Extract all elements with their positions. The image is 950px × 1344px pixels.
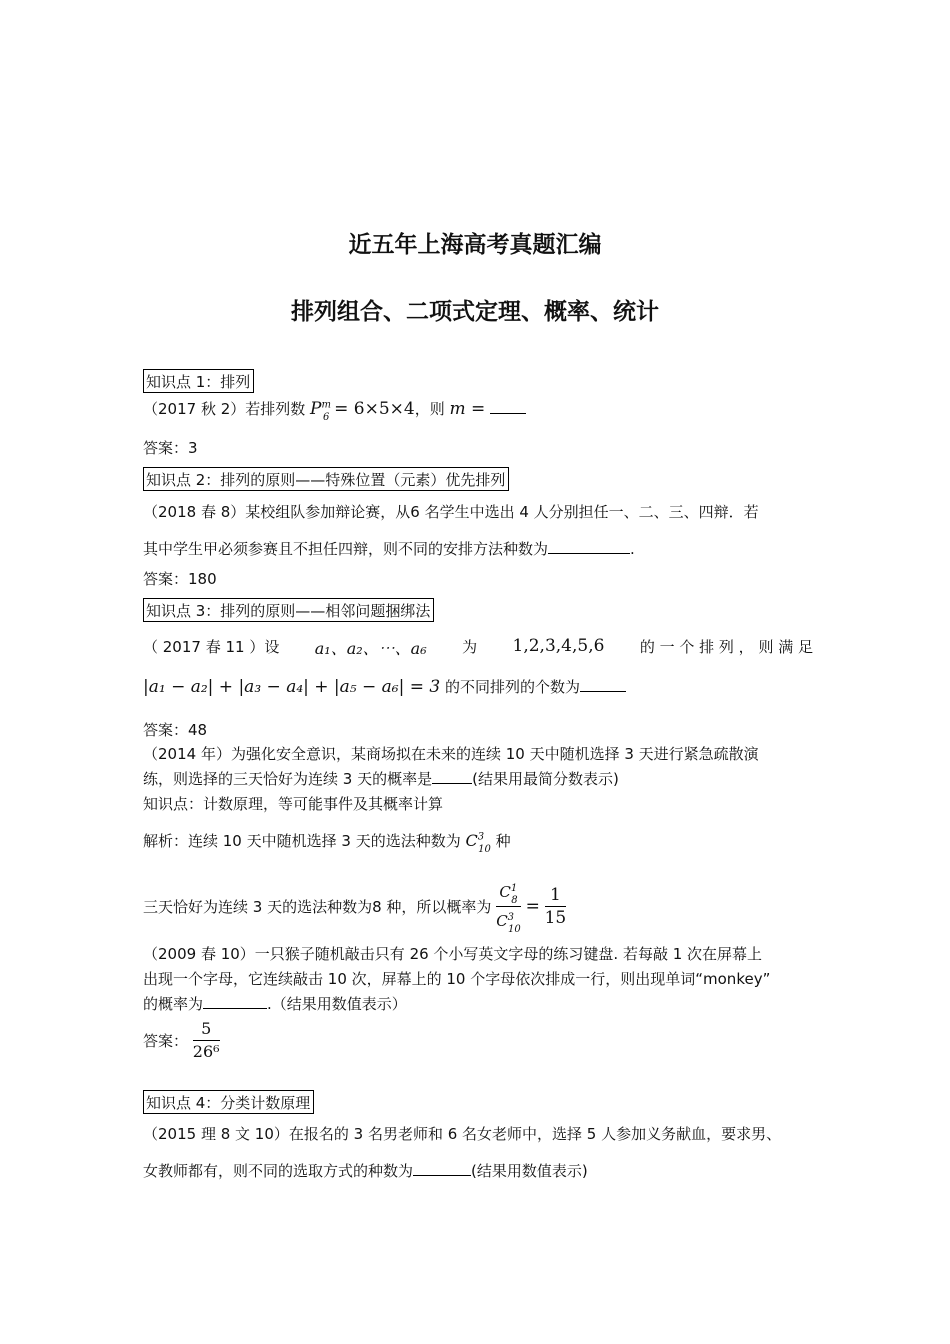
question-text-mid: ，则 xyxy=(414,400,445,418)
question-end: (结果用最简分数表示) xyxy=(472,770,619,788)
solution-line1 xyxy=(143,830,511,855)
question-text: （2017 秋 2）若排列数 xyxy=(143,400,306,418)
question-2017-spring-11-line1 xyxy=(143,636,813,659)
question-end: (结果用数值表示) xyxy=(471,1162,588,1180)
solution-line2 xyxy=(143,878,566,935)
answer-kp2: 答案：180 xyxy=(143,570,217,588)
question-2018-spring-8-line2 xyxy=(143,538,635,559)
question-2014-line2 xyxy=(143,768,619,789)
probability-result-fraction xyxy=(545,884,567,929)
question-text: 练，则选择的三天恰好为连续 3 天的概率是 xyxy=(143,770,433,788)
knowledge-point-3-label: 知识点 3：排列的原则——相邻问题捆绑法 xyxy=(143,598,434,622)
question-text: （ 2017 春 11 ）设 xyxy=(143,638,280,656)
answer-kp3: 答案：48 xyxy=(143,721,208,739)
question-text: 的概率为 xyxy=(143,995,204,1013)
answer-blank xyxy=(413,1161,471,1176)
knowledge-point-2-label: 知识点 2：排列的原则——特殊位置（元素）优先排列 xyxy=(143,467,509,491)
question-2014-line1: （2014 年）为强化安全意识，某商场拟在未来的连续 10 天中随机选择 3 天进行紧急疏散演 xyxy=(143,745,759,763)
knowledge-point-1-label: 知识点 1：排列 xyxy=(143,369,254,393)
question-2009-line3 xyxy=(143,993,407,1014)
sequence-expression: a₁、a₂、⋯、a₆ xyxy=(314,639,427,658)
question-2015-line2 xyxy=(143,1160,588,1181)
fraction-denominator: 26⁶ xyxy=(192,1042,220,1061)
question-2017-spring-11-line2 xyxy=(143,676,626,697)
answer-blank xyxy=(432,769,472,784)
knowledge-point-4-label: 知识点 4：分类计数原理 xyxy=(143,1090,314,1114)
knowledge-point-2014: 知识点：计数原理，等可能事件及其概率计算 xyxy=(143,795,444,813)
answer-fraction xyxy=(193,1018,220,1063)
page-subtitle: 排列组合、二项式定理、概率、统计 xyxy=(291,299,659,325)
equals-sign: = xyxy=(525,896,540,917)
question-2017-autumn-2 xyxy=(143,398,526,423)
fraction-numerator: 1 xyxy=(545,884,567,907)
question-2015-line1: （2015 理 8 文 10）在报名的 3 名男老师和 6 名女老师中，选择 5 人参加义务献血，要求男、 xyxy=(143,1125,782,1143)
permutation-equation: = 6×5×4 xyxy=(334,399,415,419)
answer-2009 xyxy=(143,1018,220,1063)
answer-blank xyxy=(203,994,267,1009)
question-variable: m = xyxy=(449,399,486,419)
question-text-wei: 为 xyxy=(462,638,478,656)
answer-blank xyxy=(490,399,526,414)
permutation-symbol: $P^m_6$ xyxy=(310,399,331,423)
answer-label: 答案： xyxy=(143,1032,189,1050)
fraction-denominator: 15 xyxy=(544,908,567,928)
question-text: 其中学生甲必须参赛且不担任四辩，则不同的安排方法种数为 xyxy=(143,540,549,558)
question-text-suffix: 的 一 个 排 列 ， 则 满 足 xyxy=(639,638,813,656)
number-set: 1,2,3,4,5,6 xyxy=(512,636,605,656)
page-title: 近五年上海高考真题汇编 xyxy=(348,232,602,258)
solution-text-end: 种 xyxy=(495,832,511,850)
question-2009-line2: 出现一个字母，它连续敲击 10 次，屏幕上的 10 个字母依次排成一行，则出现单词“monkey” xyxy=(143,970,771,988)
absolute-value-equation: |a₁ − a₂| + |a₃ − a₄| + |a₅ − a₆| = 3 xyxy=(143,677,441,697)
solution-text: 三天恰好为连续 3 天的选法种数为8 种，所以概率为 xyxy=(143,898,492,916)
question-2018-spring-8-line1: （2018 春 8）某校组队参加辩论赛，从6 名学生中选出 4 人分别担任一、二、三、四辩．若 xyxy=(143,503,759,521)
combination-symbol: $C^3_{10}$ xyxy=(465,831,491,855)
question-text: 女教师都有，则不同的选取方式的种数为 xyxy=(143,1162,414,1180)
fraction-numerator: 5 xyxy=(193,1018,220,1041)
question-text: 的不同排列的个数为 xyxy=(444,678,580,696)
answer-blank xyxy=(548,539,630,554)
question-end: . xyxy=(630,540,635,558)
solution-text: 解析：连续 10 天中随机选择 3 天的选法种数为 xyxy=(143,832,461,850)
probability-combination-fraction: $\frac{C^1_8}{C^3_{10}}$ xyxy=(496,878,521,935)
question-2009-line1: （2009 春 10）一只猴子随机敲击只有 26 个小写英文字母的练习键盘. 若每敲 1 次在屏幕上 xyxy=(143,945,763,963)
answer-kp1: 答案：3 xyxy=(143,439,198,457)
answer-blank xyxy=(580,677,626,692)
question-end: .（结果用数值表示） xyxy=(267,995,407,1013)
